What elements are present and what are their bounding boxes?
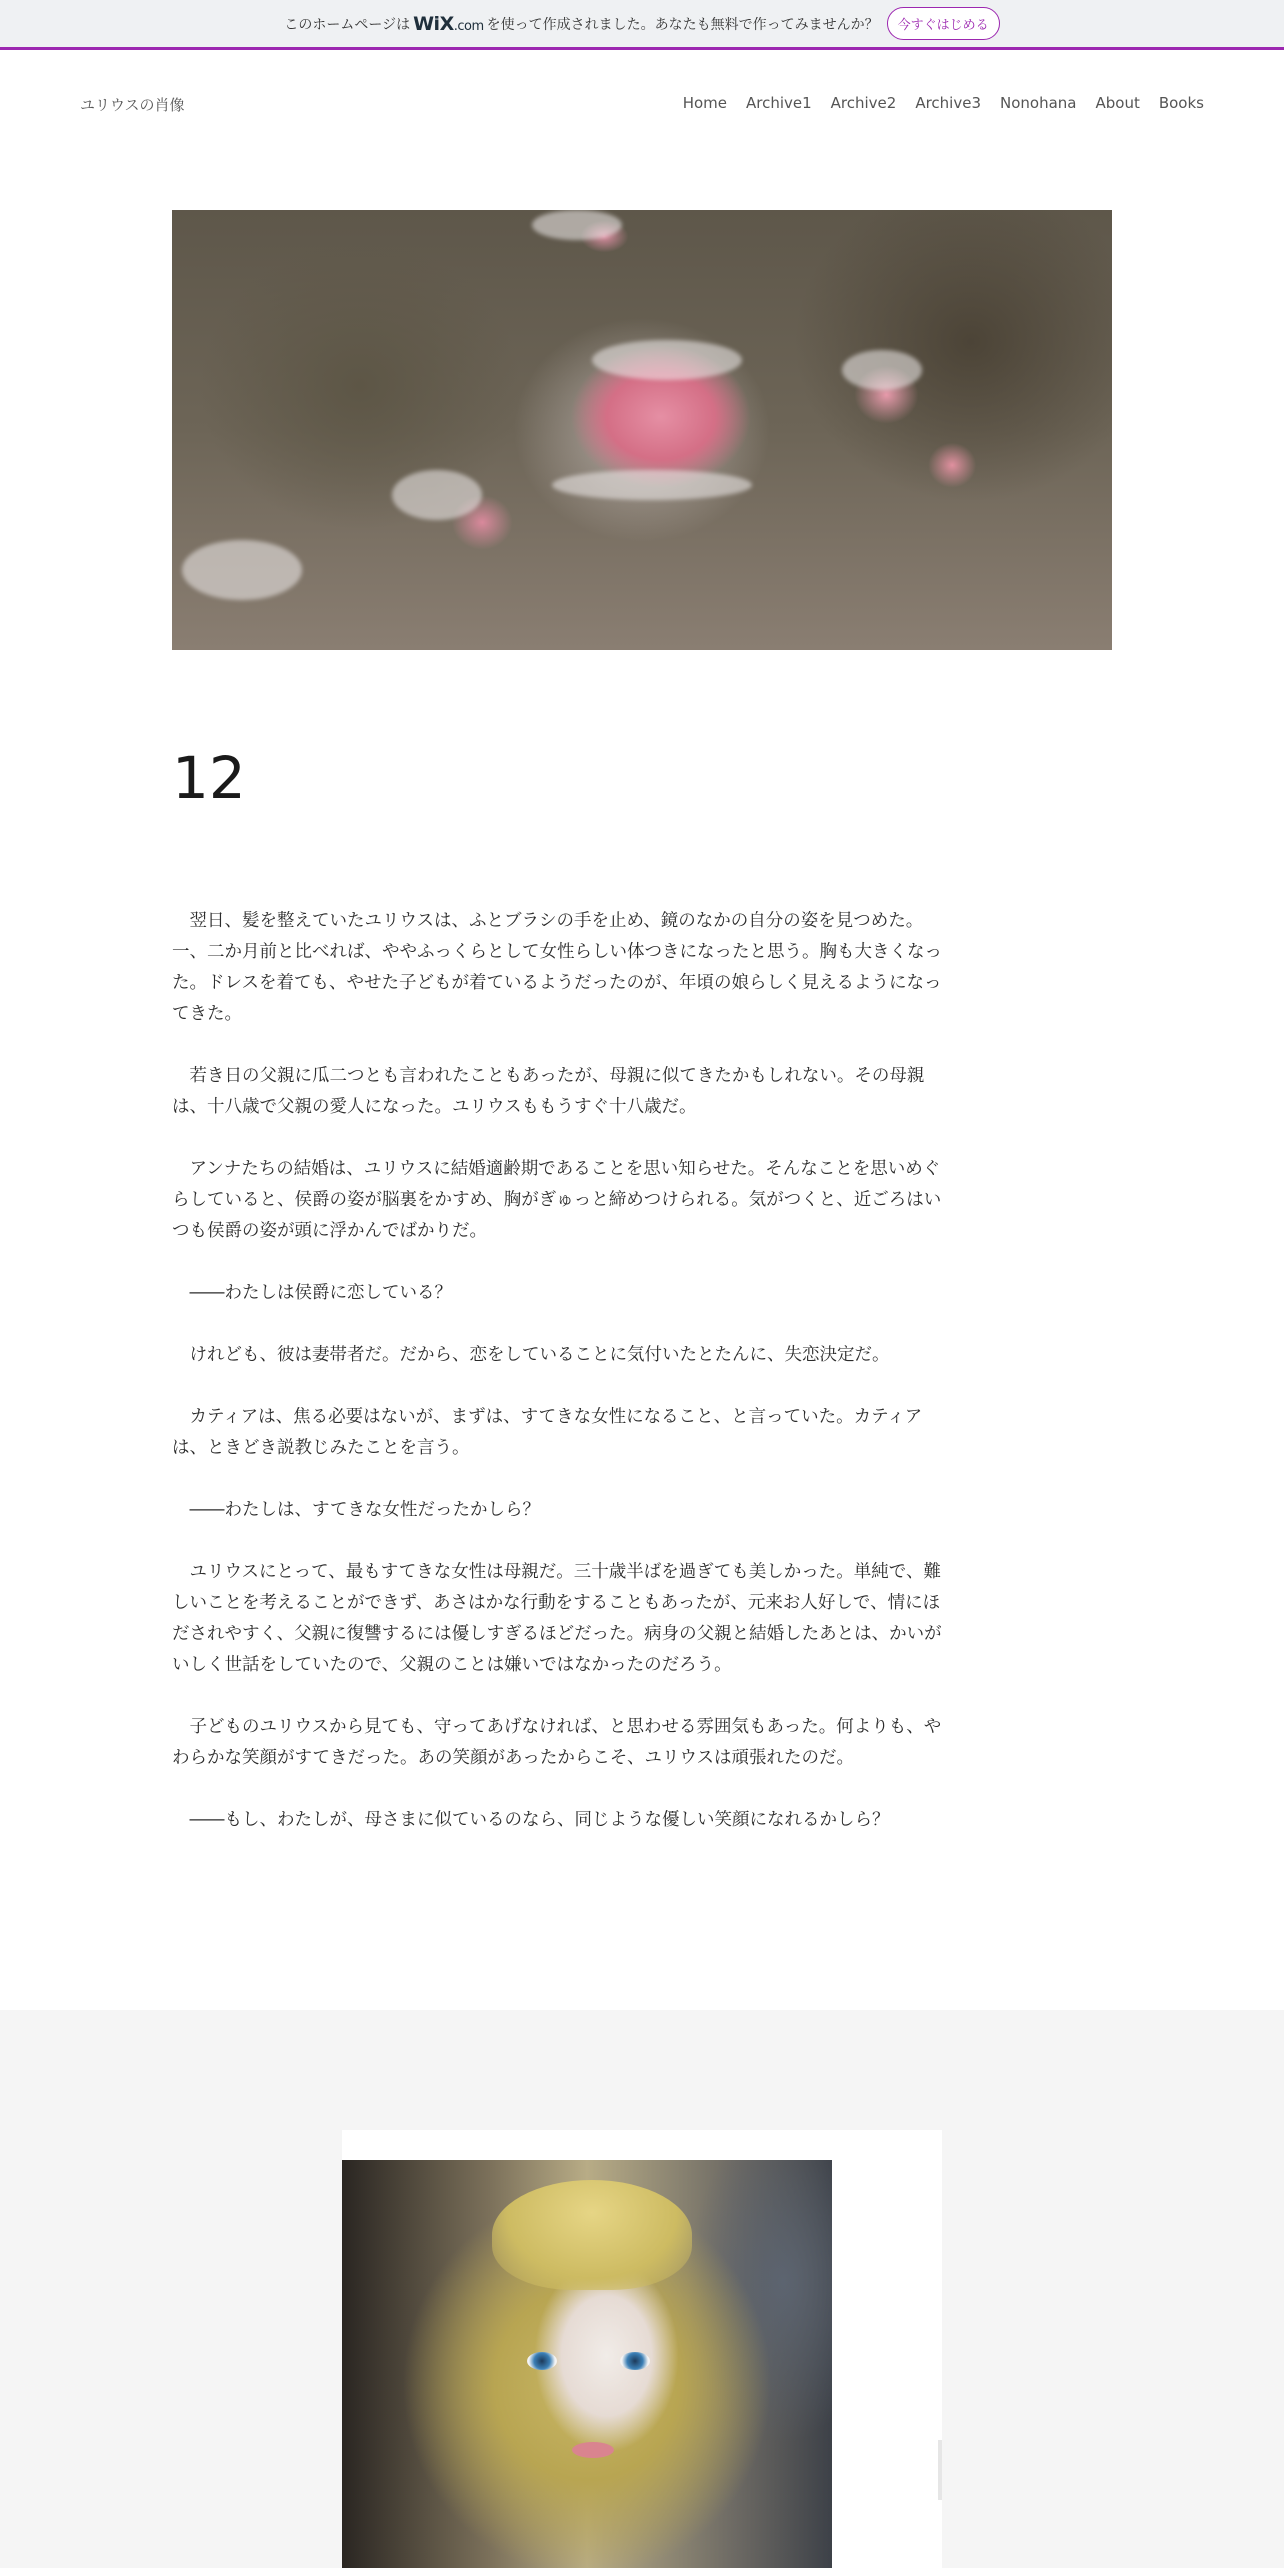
paragraph: ――わたしは侯爵に恋している？ [189,1283,452,1303]
nav-item-archive1[interactable]: Archive1 [745,94,812,112]
banner-text-before: このホームページは [284,16,411,33]
site-title[interactable]: ユリウスの肖像 [80,96,185,114]
card-edge [938,2440,942,2500]
paragraph: ――わたしは、すてきな女性だったかしら？ [189,1500,541,1520]
portrait-illustration[interactable] [342,2160,832,2568]
start-now-button[interactable]: 今すぐはじめる [887,7,1000,40]
post-title: 12 [172,743,246,812]
paragraph: けれども、彼は妻帯者だ。だから、恋をしていることに気付いたとたんに、失恋決定だ。 [189,1345,890,1365]
paragraph: ――もし、わたしが、母さまに似ているのなら、同じような優しい笑顔になれるかしら？ [189,1810,890,1830]
hero-image-frosted-rose [172,210,1112,650]
nav-item-archive3[interactable]: Archive3 [915,94,981,112]
paragraph: 翌日、髪を整えていたユリウスは、ふとブラシの手を止め、鏡のなかの自分の姿を見つめた。一、二か月前と比べれば、ややふっくらとして女性らしい体つきになったと思う。胸も大きくなった。ドレスを着ても、やせた子どもが着ているようだったのが、年頃の娘らしく見えるようになってきた。 [172,911,942,1024]
nav-item-about[interactable]: About [1095,94,1140,112]
main-nav [664,94,1204,112]
paragraph: ユリウスにとって、最もすてきな女性は母親だ。三十歳半ばを過ぎても美しかった。単純で、難しいことを考えることができず、あさはかな行動をすることもあったが、元来お人好しで、情にほだされやすく、父親に復讐するには優しすぎるほどだった。病身の父親と結婚したあとは、かいがいしく世話をしていたので、父親のことは嫌いではなかったのだろう。 [172,1562,942,1675]
paragraph: 若き日の父親に瓜二つとも言われたこともあったが、母親に似てきたかもしれない。その母親は、十八歳で父親の愛人になった。ユリウスももうすぐ十八歳だ。 [172,1066,925,1117]
paragraph: カティアは、焦る必要はないが、まずは、すてきな女性になること、と言っていた。カティアは、ときどき説教じみたことを言う。 [172,1407,923,1458]
nav-item-home[interactable]: Home [682,94,727,112]
nav-item-archive2[interactable]: Archive2 [830,94,897,112]
post-body [172,906,948,1867]
paragraph: 子どものユリウスから見ても、守ってあげなければ、と思わせる雰囲気もあった。何よりも、やわらかな笑顔がすてきだった。あの笑顔があったからこそ、ユリウスは頑張れたのだ。 [172,1717,942,1768]
paragraph: アンナたちの結婚は、ユリウスに結婚適齢期であることを思い知らせた。そんなことを思いめぐらしていると、侯爵の姿が脳裏をかすめ、胸がぎゅっと締めつけられる。気がつくと、近ごろはいつも侯爵の姿が頭に浮かんでばかりだ。 [172,1159,942,1241]
wix-logo[interactable]: WiX.com [413,12,484,35]
nav-item-nonohana[interactable]: Nonohana [1000,94,1077,112]
nav-item-books[interactable]: Books [1158,94,1204,112]
wix-banner [0,0,1284,50]
banner-text-after: を使って作成されました。あなたも無料で作ってみませんか？ [486,16,879,33]
